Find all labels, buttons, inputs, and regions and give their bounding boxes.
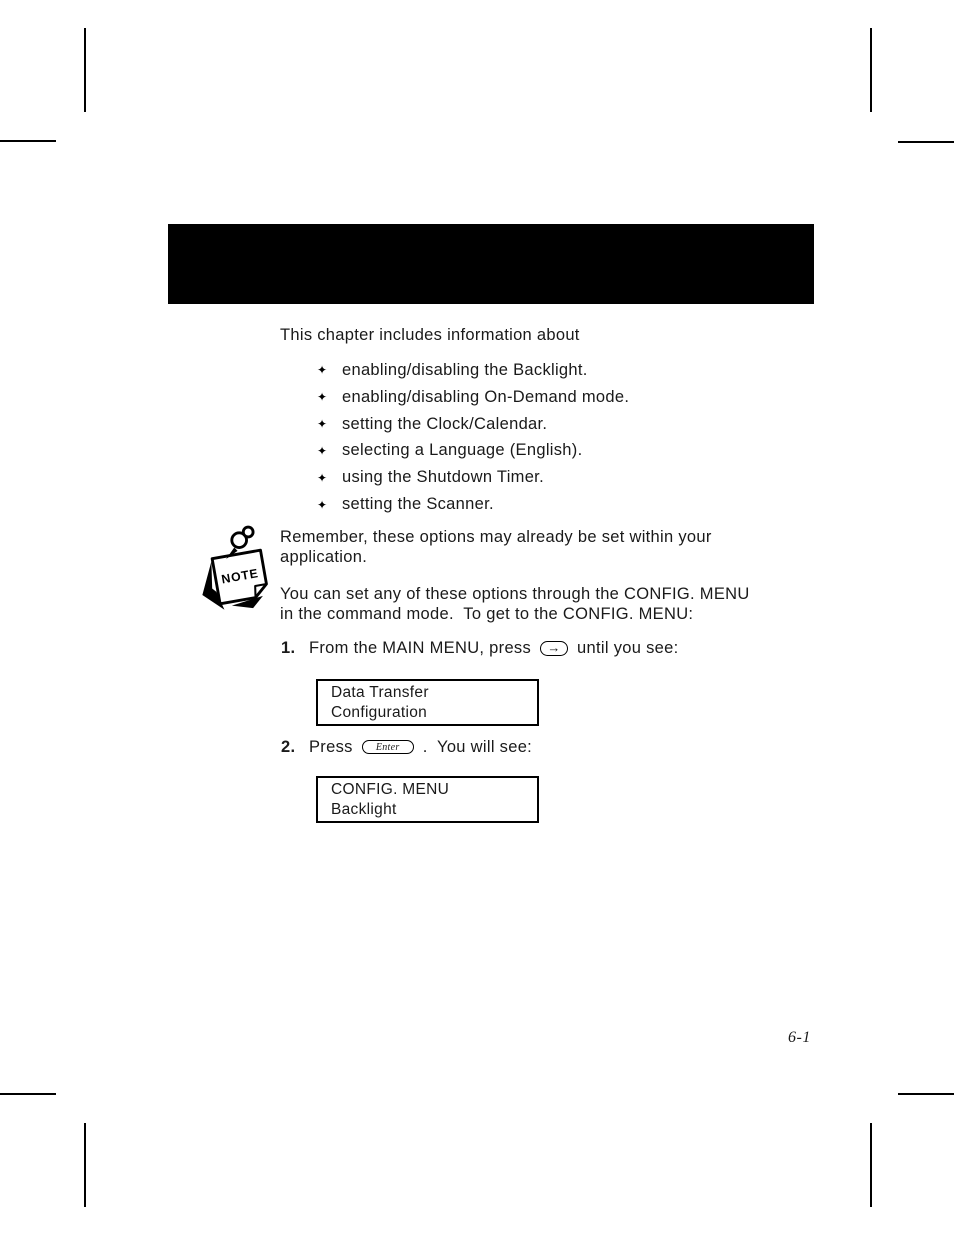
step-2-text-after: . You will see: bbox=[422, 737, 533, 756]
lcd-line: Data Transfer bbox=[331, 684, 429, 701]
step-2-text: Press bbox=[309, 737, 353, 756]
page-number: 6-1 bbox=[788, 1029, 811, 1046]
bullet-star-icon: ✦ bbox=[317, 390, 328, 405]
lcd-display-box-1 bbox=[316, 679, 539, 726]
note-paragraph-1-line-1: Remember, these options may already be set within your bbox=[280, 528, 712, 546]
bullet-list bbox=[317, 357, 629, 518]
lcd-line: Backlight bbox=[331, 800, 397, 818]
note-icon-label: NOTE bbox=[220, 566, 260, 587]
crop-mark-bottom-left-vertical bbox=[84, 1123, 86, 1207]
crop-mark-bottom-right-horizontal bbox=[898, 1093, 954, 1095]
bullet-star-icon: ✦ bbox=[317, 443, 328, 458]
bullet-text: setting the Clock/Calendar. bbox=[342, 414, 548, 433]
note-paragraph-1-line-2: application. bbox=[280, 547, 368, 566]
step-1-text: From the MAIN MENU, press bbox=[309, 638, 532, 657]
bullet-text: enabling/disabling the Backlight. bbox=[342, 360, 588, 379]
bullet-item bbox=[317, 438, 629, 465]
step-1-text-after: until you see: bbox=[577, 638, 679, 657]
note-paragraph-1 bbox=[280, 528, 712, 567]
bullet-item bbox=[317, 411, 629, 438]
crop-mark-bottom-right-vertical bbox=[870, 1123, 872, 1207]
bullet-star-icon: ✦ bbox=[317, 363, 328, 378]
bullet-text: setting the Scanner. bbox=[342, 495, 494, 514]
step-1 bbox=[281, 638, 678, 658]
crop-mark-top-left-horizontal bbox=[0, 140, 56, 142]
bullet-text: using the Shutdown Timer. bbox=[342, 468, 544, 487]
enter-key-icon bbox=[362, 740, 414, 754]
note-paragraph-2 bbox=[280, 585, 750, 624]
step-2-number: 2. bbox=[281, 737, 296, 756]
note-pin-cap bbox=[243, 527, 253, 537]
intro-text: This chapter includes information about bbox=[280, 326, 580, 344]
bullet-item bbox=[317, 384, 629, 411]
bullet-star-icon: ✦ bbox=[317, 497, 328, 512]
crop-mark-top-right-vertical bbox=[870, 28, 872, 112]
step-2 bbox=[281, 737, 532, 757]
bullet-item bbox=[317, 464, 629, 491]
crop-mark-top-left-vertical bbox=[84, 28, 86, 112]
note-paragraph-2-line-1: You can set any of these options through the CONFIG. MENU bbox=[280, 585, 750, 603]
lcd-display-box-2 bbox=[316, 776, 539, 823]
bullet-star-icon: ✦ bbox=[317, 470, 328, 485]
step-1-number: 1. bbox=[281, 638, 296, 657]
bullet-text: enabling/disabling On-Demand mode. bbox=[342, 387, 630, 406]
lcd-line: Configuration bbox=[331, 703, 428, 721]
note-icon bbox=[199, 523, 281, 613]
bullet-item bbox=[317, 357, 629, 384]
bullet-star-icon: ✦ bbox=[317, 417, 328, 432]
bullet-text: selecting a Language (English). bbox=[342, 441, 583, 460]
crop-mark-top-right-horizontal bbox=[898, 141, 954, 143]
chapter-header-bar bbox=[168, 224, 814, 304]
enter-key-label: Enter bbox=[375, 741, 400, 753]
right-arrow-key-label: → bbox=[547, 640, 561, 655]
lcd-line: CONFIG. MENU bbox=[331, 781, 450, 798]
bullet-item bbox=[317, 491, 629, 518]
crop-mark-bottom-left-horizontal bbox=[0, 1093, 56, 1095]
right-arrow-key-icon bbox=[540, 641, 568, 656]
note-paragraph-2-line-2: in the command mode. To get to the CONFIG. MENU: bbox=[280, 604, 694, 623]
